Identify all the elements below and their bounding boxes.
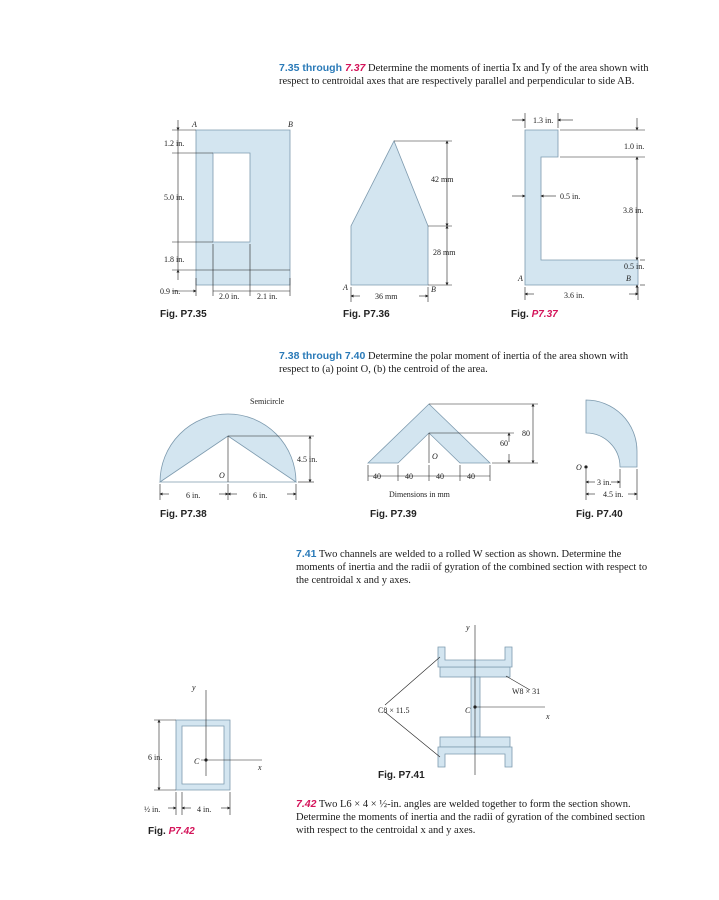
point-b: B: [431, 285, 436, 294]
problem-number: 7.38 through 7.40: [279, 350, 366, 362]
y-axis-label: y: [192, 683, 196, 692]
dim-36: 36 mm: [375, 292, 398, 301]
problem-text: Determine the polar moment of inertia of the area shown with respect to (a) point O, (b) the centroid of the area.: [279, 351, 629, 375]
fig-label-p7-41: Fig. P7.41: [378, 770, 425, 781]
dim-4: 4 in.: [197, 805, 212, 814]
fig-label-p7-39: Fig. P7.39: [370, 509, 417, 520]
quarter-ring-shape: [586, 400, 637, 467]
c-shape: [525, 130, 638, 285]
dim-2-0: 2.0 in.: [219, 292, 240, 301]
fig-label-p7-37: Fig. P7.37: [511, 309, 558, 320]
dim-1-3: 1.3 in.: [533, 116, 554, 125]
dim-40-c: 40: [436, 472, 444, 481]
point-a: A: [192, 120, 197, 129]
dim-28: 28 mm: [433, 248, 456, 257]
dim-0-5: 0.5 in.: [560, 192, 581, 201]
dim-40-d: 40: [467, 472, 475, 481]
dim-2-1: 2.1 in.: [257, 292, 278, 301]
x-axis-label: x: [546, 712, 550, 721]
centroid-c: C: [194, 757, 200, 766]
y-axis-label: y: [466, 623, 470, 632]
dimensions-note: Dimensions in mm: [389, 490, 450, 499]
dim-3: 3 in.: [597, 478, 612, 487]
fig-label-p7-35: Fig. P7.35: [160, 309, 207, 320]
problem-number: 7.41: [296, 548, 317, 560]
dim-4-5: 4.5 in.: [297, 455, 318, 464]
centroid-c: C: [465, 706, 471, 715]
point-o-marker: [584, 465, 587, 468]
fig-label-p7-38: Fig. P7.38: [160, 509, 207, 520]
w-section-label: W8 × 31: [512, 687, 541, 696]
point-o: O: [219, 471, 225, 480]
problem-number: 7.42: [296, 798, 317, 810]
dim-3-8: 3.8 in.: [623, 206, 644, 215]
problem-number: 7.35 through 7.37: [279, 62, 366, 74]
point-b: B: [288, 120, 293, 129]
dim-half: ½ in.: [144, 805, 161, 814]
figure-p7-41: [378, 623, 550, 775]
angles-shape: [176, 720, 230, 790]
figure-p7-42: [144, 683, 262, 815]
dim-1-2: 1.2 in.: [164, 139, 185, 148]
figure-p7-39: [368, 404, 538, 499]
dim-60: 60: [500, 439, 508, 448]
problem-text: Two channels are welded to a rolled W section as shown. Determine the moments of inertia and the radii of gyration of the combined section with respect to the centroidal x and y axes.: [296, 549, 648, 586]
dim-1-8: 1.8 in.: [164, 255, 185, 264]
fig-label-p7-40: Fig. P7.40: [576, 509, 623, 520]
dim-4-5: 4.5 in.: [603, 490, 624, 499]
dim-1-0: 1.0 in.: [624, 142, 645, 151]
pentagon-shape: [351, 141, 428, 285]
dim-42: 42 mm: [431, 175, 454, 184]
dim-5-0: 5.0 in.: [164, 193, 185, 202]
dim-6-left: 6 in.: [186, 491, 201, 500]
problem-text: Two L6 × 4 × ½-in. angles are welded together to form the section shown. Determine the moments of inertia and the radii of gyration of the combined section with respect to the centroidal x and y axes.: [296, 799, 646, 836]
point-b: B: [626, 274, 631, 283]
dim-6-right: 6 in.: [253, 491, 268, 500]
dim-6: 6 in.: [148, 753, 163, 762]
problem-text: Determine the moments of inertia Īx and Īy of the area shown with respect to centroidal axes that are respectively parallel and perpendicular to side AB.: [279, 63, 649, 87]
dim-40-a: 40: [373, 472, 381, 481]
figure-p7-40: [576, 400, 637, 500]
dim-0-9: 0.9 in.: [160, 287, 181, 296]
fig-label-p7-42: Fig. P7.42: [148, 826, 195, 837]
semicircle-title: Semicircle: [250, 397, 285, 406]
dim-40-b: 40: [405, 472, 413, 481]
figure-p7-36: [342, 141, 456, 302]
dim-80: 80: [522, 429, 530, 438]
x-axis-label: x: [258, 763, 262, 772]
figure-p7-35: [160, 120, 293, 301]
point-a: A: [343, 283, 348, 292]
figure-p7-37: [512, 113, 645, 300]
point-o: O: [432, 452, 438, 461]
point-a: A: [518, 274, 523, 283]
dim-3-6: 3.6 in.: [564, 291, 585, 300]
fig-label-p7-36: Fig. P7.36: [343, 309, 390, 320]
channel-label: C8 × 11.5: [378, 706, 410, 715]
figure-p7-38: [160, 397, 317, 500]
dim-0-5-bottom: 0.5 in.: [624, 262, 645, 271]
point-o: O: [576, 463, 582, 472]
